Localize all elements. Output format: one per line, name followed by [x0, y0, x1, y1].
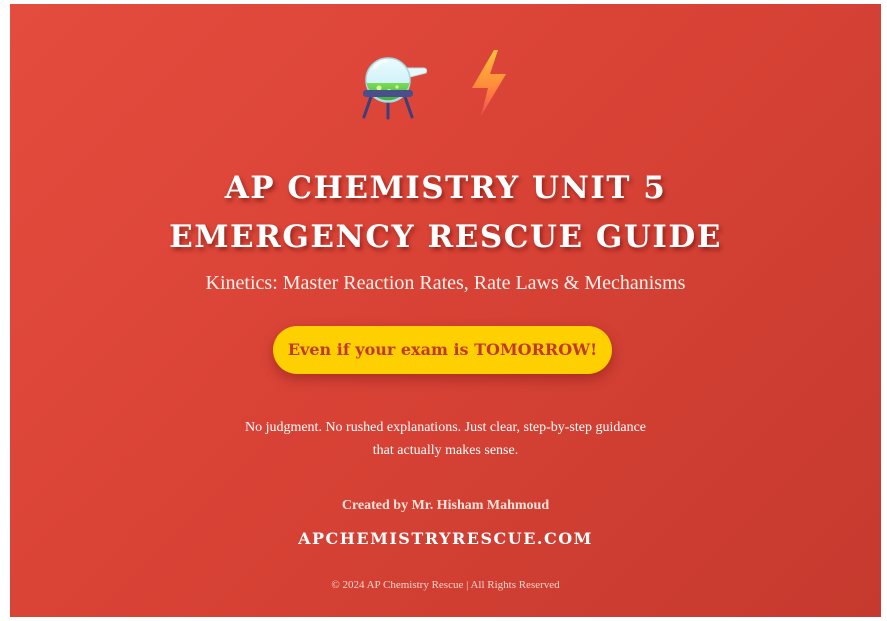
description — [235, 416, 656, 462]
copyright-notice: © 2024 AP Chemistry Rescue | All Rights Reserved — [331, 579, 560, 591]
lightning-bolt-icon — [468, 48, 510, 118]
description-line-2: that actually makes sense. — [372, 443, 519, 458]
urgency-cta-badge[interactable]: Even if your exam is TOMORROW! — [273, 326, 612, 374]
subtitle: Kinetics: Master Reaction Rates, Rate Laws & Mechanisms — [205, 272, 686, 294]
flask-icon — [358, 50, 430, 120]
page-title — [10, 164, 881, 262]
title-line-1: AP CHEMISTRY UNIT 5 — [224, 170, 667, 206]
website-link[interactable]: APCHEMISTRYRESCUE.COM — [298, 529, 593, 548]
title-line-2: EMERGENCY RESCUE GUIDE — [169, 219, 722, 255]
hero-card — [10, 4, 881, 617]
hero-icons — [10, 48, 881, 120]
creator-credit: Created by Mr. Hisham Mahmoud — [341, 498, 550, 513]
description-line-1: No judgment. No rushed explanations. Just clear, step-by-step guidance — [244, 420, 647, 435]
